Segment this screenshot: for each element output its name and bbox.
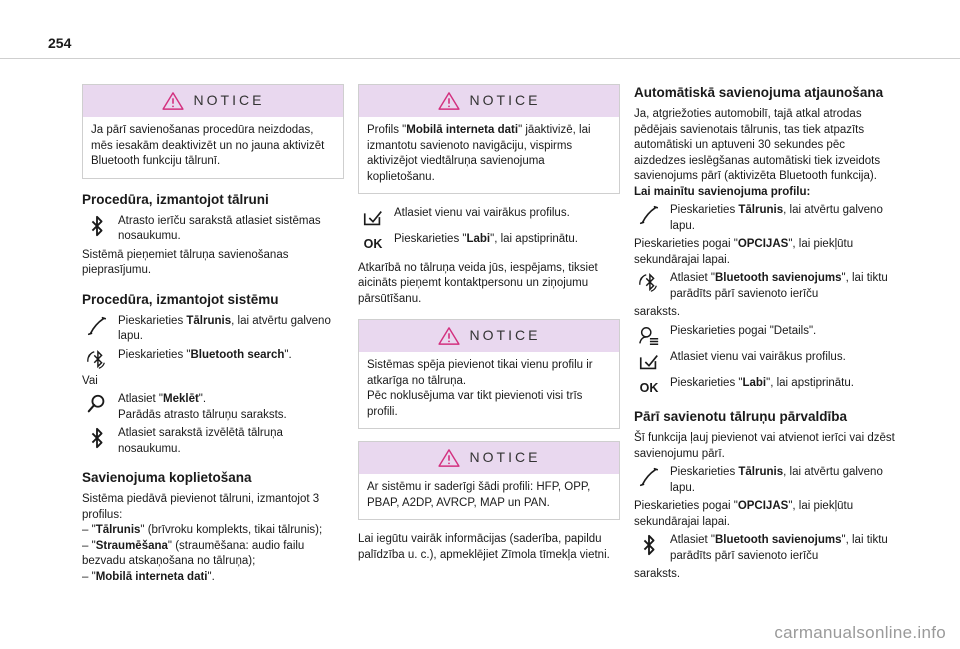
notice-text: Ar sistēmu ir saderīgi šādi profili: HFP, OPP, PBAP, A2DP, AVRCP, MAP un PAN. (367, 481, 591, 509)
phone-icon (82, 314, 112, 345)
bluetooth-icon (82, 214, 112, 245)
ok-icon: OK (363, 237, 383, 251)
paragraph: saraksts. (634, 568, 681, 580)
warning-icon (162, 92, 184, 110)
paragraph: Šī funkcija ļauj pievienot vai atvienot ierīci vai dzēst savienojumu pārī. (634, 432, 895, 460)
step-text: Atlasiet "Bluetooth savienojums", lai tiktu parādīts pārī savienoto ierīču (670, 534, 888, 562)
step (634, 203, 896, 234)
step (634, 324, 896, 347)
step-text: Pieskarieties "Bluetooth search". (118, 348, 292, 361)
header-rule (0, 58, 960, 59)
or-label: Vai (82, 374, 98, 387)
notice-text: Sistēmas spēja pievienot tikai vienu profilu ir atkarīga no tālruņa. Pēc noklusējuma var tikt pievienoti visi trīs profili. (367, 359, 593, 418)
phone-icon (634, 203, 664, 234)
step (358, 206, 620, 229)
paragraph: Sistēmā pieņemiet tālruņa savienošanas pieprasījumu. (82, 248, 289, 276)
step (358, 232, 620, 253)
bluetooth-icon (82, 426, 112, 457)
notice-title: NOTICE (193, 92, 265, 109)
search-icon (82, 392, 112, 423)
page-number: 254 (48, 35, 72, 51)
ok-icon: OK (639, 380, 659, 395)
step (634, 533, 896, 564)
notice-title: NOTICE (469, 92, 541, 109)
warning-icon (438, 327, 460, 345)
paragraph: saraksts. (634, 306, 681, 318)
watermark: carmanualsonline.info (774, 623, 946, 642)
step (82, 426, 344, 457)
step (82, 314, 344, 345)
heading-phone-procedure: Procedūra, izmantojot tālruni (82, 191, 269, 207)
notice-header (83, 85, 343, 117)
step (82, 392, 344, 423)
bluetooth-icon (634, 533, 664, 564)
phone-icon (634, 465, 664, 496)
step (82, 214, 344, 245)
paragraph: Lai iegūtu vairāk informācijas (saderība, papildu palīdzība u. c.), apmeklējiet Zīmola tīmekļa vietni. (358, 533, 610, 561)
list-item: – "Mobilā interneta dati". (82, 570, 215, 583)
bluetooth-search-icon (634, 271, 664, 302)
step-text: Atlasiet sarakstā izvēlētā tālruņa nosaukumu. (118, 427, 283, 455)
step-text: Atlasiet vienu vai vairākus profilus. (394, 207, 570, 219)
paragraph: Ja, atgriežoties automobilī, tajā atkal atrodas pēdējais savienotais tālrunis, tas tiek atpazīts automātiski un aptuveni 30 sekundes pēc aizdedzes ieslēgšanas automātiski tiek izveidots savienojums pārī (aktivizēta Bluetooth funkcija). (634, 108, 881, 182)
paragraph: Pieskarieties pogai "OPCIJAS", lai piekļūtu sekundārajai lapai. (634, 500, 854, 528)
checkbox-icon (634, 350, 664, 373)
column-2 (358, 84, 620, 563)
notice-box (358, 441, 620, 520)
paragraph: Sistēma piedāvā pievienot tālruni, izmantojot 3 profilus: (82, 493, 320, 521)
notice-title: NOTICE (469, 449, 541, 466)
column-1 (82, 84, 344, 585)
details-icon (634, 324, 664, 347)
warning-icon (438, 449, 460, 467)
step (634, 350, 896, 373)
step-text: Pieskarieties "Labi", lai apstiprinātu. (394, 233, 578, 245)
notice-header (359, 85, 619, 117)
step-text: Atrasto ierīču sarakstā atlasiet sistēmas nosaukumu. (118, 214, 321, 242)
notice-box (358, 84, 620, 194)
step-text: Atlasiet "Bluetooth savienojums", lai tiktu parādīts pārī savienoto ierīču (670, 272, 888, 300)
paragraph-bold: Lai mainītu savienojuma profilu: (634, 185, 811, 198)
heading-auto-reconnect: Automātiskā savienojuma atjaunošana (634, 85, 884, 100)
step (82, 348, 344, 371)
step-text: Pieskarieties Tālrunis, lai atvērtu galveno lapu. (670, 466, 883, 494)
list-item: – "Straumēšana" (straumēšana: audio failu bezvadu atskaņošana no tālruņa); (82, 539, 305, 567)
column-3 (634, 84, 896, 583)
paragraph: Atkarībā no tālruņa veida jūs, iespējams, tiksiet aicināts pieņemt kontaktpersonu un ziņojumu pārsūtīšanu. (358, 261, 598, 305)
warning-icon (438, 92, 460, 110)
heading-paired-phones: Pārī savienotu tālruņu pārvaldība (634, 409, 848, 424)
step-text: Pieskarieties pogai "Details". (670, 324, 817, 337)
notice-box (358, 319, 620, 429)
notice-header (359, 442, 619, 474)
notice-header (359, 320, 619, 352)
heading-system-procedure: Procedūra, izmantojot sistēmu (82, 291, 279, 307)
step-text: Pieskarieties Tālrunis, lai atvērtu galveno lapu. (118, 314, 331, 342)
paragraph: Pieskarieties pogai "OPCIJAS", lai piekļūtu sekundārajai lapai. (634, 238, 854, 266)
notice-text: Profils "Mobilā interneta dati" jāaktivizē, lai izmantotu savienoto navigāciju, vispirms aktivizējot viedtālruņa savienojuma koplietošanu. (367, 124, 591, 183)
step-text: Atlasiet "Meklēt". Parādās atrasto tālruņu saraksts. (118, 393, 287, 421)
heading-connection-sharing: Savienojuma koplietošana (82, 470, 252, 485)
list-item: – "Tālrunis" (brīvroku komplekts, tikai tālrunis); (82, 524, 323, 536)
step (634, 271, 896, 302)
step-text: Pieskarieties Tālrunis, lai atvērtu galveno lapu. (670, 204, 883, 232)
step (634, 376, 896, 397)
checkbox-icon (358, 206, 388, 229)
step-text: Atlasiet vienu vai vairākus profilus. (670, 350, 846, 363)
notice-box (82, 84, 344, 179)
step-text: Pieskarieties "Labi", lai apstiprinātu. (670, 376, 854, 389)
notice-title: NOTICE (469, 327, 541, 344)
step (634, 465, 896, 496)
notice-text: Ja pārī savienošanas procedūra neizdodas, mēs iesakām deaktivizēt un no jauna aktivizēt Bluetooth funkciju tālrunī. (91, 124, 325, 167)
bluetooth-search-icon (82, 348, 112, 371)
